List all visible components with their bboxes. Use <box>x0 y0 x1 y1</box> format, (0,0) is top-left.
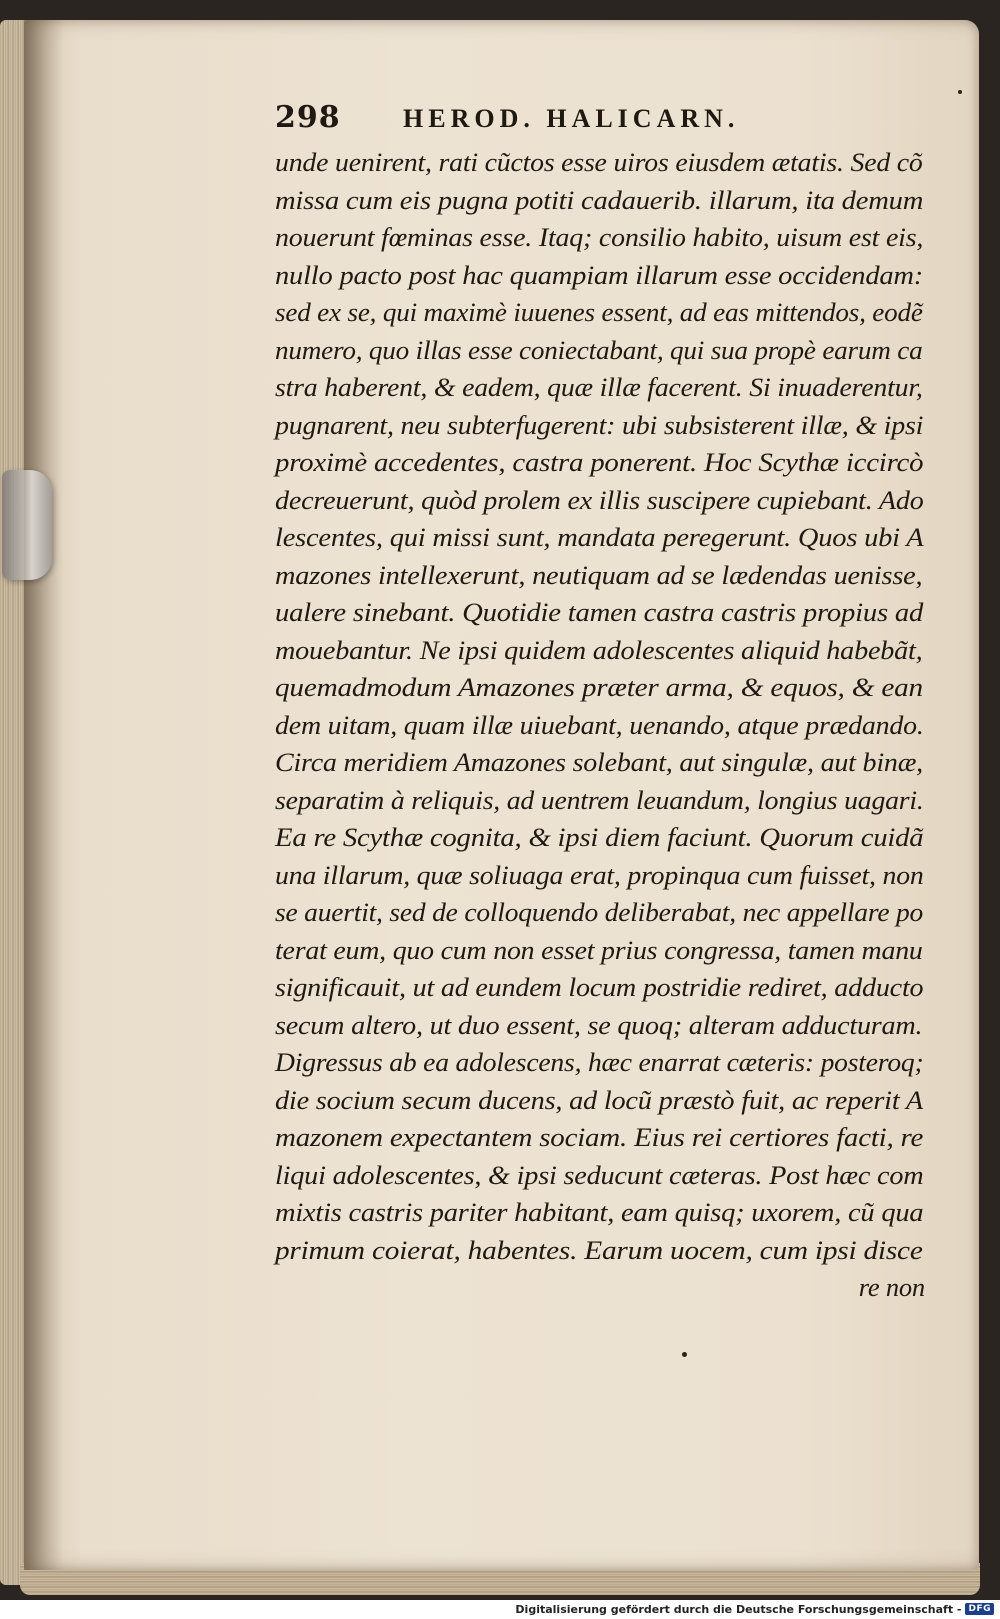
text-line: terat eum, quo cum non esset prius congressa, tamen manu <box>275 934 923 965</box>
text-line: stra haberent, & eadem, quæ illæ facerent. Si inuaderentur, <box>275 372 923 402</box>
text-line: mixtis castris pariter habitant, eam quisq; uxorem, cũ qua <box>275 1197 924 1227</box>
text-line: primum coierat, habentes. Earum uocem, cum ipsi disce <box>275 1234 923 1265</box>
text-line: separatim à reliquis, ad uentrem leuandum, longius uagari. <box>275 784 924 815</box>
text-line: Digressus ab ea adolescens, hæc enarrat cæteris: posteroq; <box>275 1047 924 1077</box>
text-line: die socium secum ducens, ad locũ præstò fuit, ac reperit A <box>275 1084 923 1115</box>
text-line: Ea re Scythæ cognita, & ipsi diem faciunt. Quorum cuidã <box>275 822 924 852</box>
running-head <box>275 100 925 140</box>
text-line: missa cum eis pugna potiti cadauerib. illarum, ita demum <box>275 184 924 215</box>
page-number: 298 <box>275 100 341 135</box>
digitization-credit <box>515 1601 994 1617</box>
text-line: una illarum, quæ soliuaga erat, propinqua cum fuisset, non <box>275 859 924 890</box>
text-block <box>275 100 925 1307</box>
text-line: pugnarent, neu subterfugerent: ubi subsisterent illæ, & ipsi <box>275 409 924 440</box>
page-clip <box>2 470 52 580</box>
text-line: secum altero, ut duo essent, se quoq; alteram adducturam. <box>275 1009 923 1040</box>
text-line: significauit, ut ad eundem locum postridie rediret, adducto <box>275 972 924 1002</box>
dfg-logo: DFG <box>965 1603 994 1615</box>
text-line: decreuerunt, quòd prolem ex illis suscipere cupiebant. Ado <box>275 484 924 515</box>
body-text <box>275 144 925 1269</box>
text-line: lescentes, qui missi sunt, mandata peregerunt. Quos ubi A <box>275 522 924 552</box>
text-line: mazonem expectantem sociam. Eius rei certiores facti, re <box>275 1122 924 1152</box>
catchword: re non <box>858 1272 925 1302</box>
text-line: proximè accedentes, castra ponerent. Hoc Scythæ iccircò <box>275 447 924 477</box>
text-line: nouerunt fœminas esse. Itaq; consilio habito, uisum est eis, <box>275 222 924 252</box>
text-line: se auertit, sed de colloquendo deliberabat, nec appellare po <box>275 897 924 927</box>
text-line: quemadmodum Amazones præter arma, & equos, & ean <box>275 672 923 702</box>
text-line: mazones intellexerunt, neutiquam ad se lædendas uenisse, <box>275 559 923 590</box>
credit-text: Digitalisierung gefördert durch die Deutsche Forschungsgemeinschaft - <box>515 1602 962 1616</box>
running-title: HEROD. HALICARN. <box>403 104 740 133</box>
text-line: numero, quo illas esse coniectabant, qui sua propè earum ca <box>275 334 923 365</box>
text-line: sed ex se, qui maximè iuuenes essent, ad eas mittendos, eodẽ <box>275 297 923 327</box>
text-line: Circa meridiem Amazones solebant, aut singulæ, aut binæ, <box>275 747 923 777</box>
text-line: dem uitam, quam illæ uiuebant, uenando, atque prædando. <box>275 709 924 740</box>
ink-speck <box>682 1352 687 1357</box>
text-line: mouebantur. Ne ipsi quidem adolescentes aliquid habebãt, <box>275 634 923 665</box>
ink-speck <box>958 90 962 94</box>
text-line: nullo pacto post hac quampiam illarum esse occidendam: <box>275 259 924 290</box>
text-line: unde uenirent, rati cũctos esse uiros eiusdem ætatis. Sed cõ <box>275 147 923 177</box>
text-line: liqui adolescentes, & ipsi seducunt cæteras. Post hæc com <box>275 1159 924 1190</box>
text-line: ualere sinebant. Quotidie tamen castra castris propius ad <box>275 597 924 627</box>
